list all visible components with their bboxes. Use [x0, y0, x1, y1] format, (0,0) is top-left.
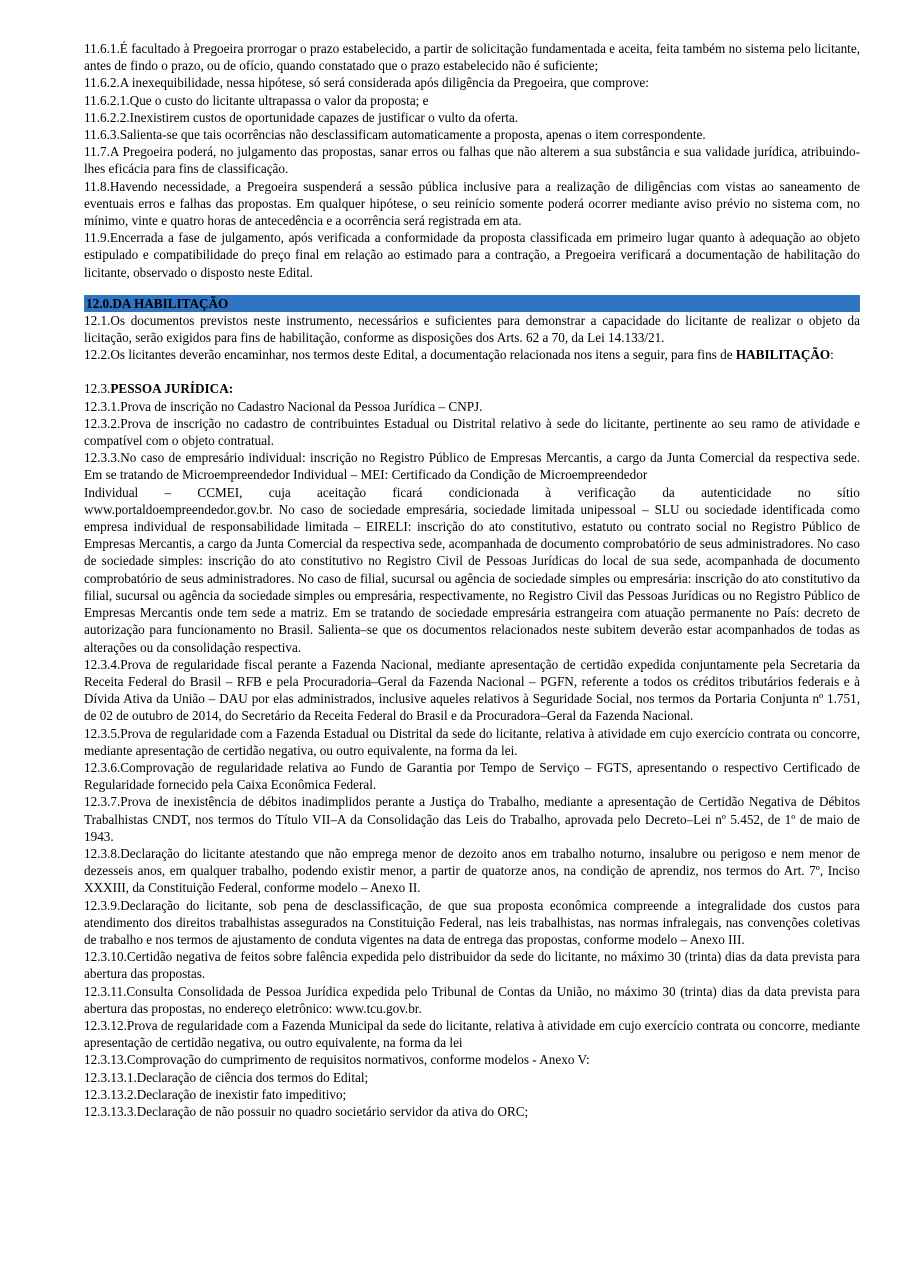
- paragraph-11-6-2-1: 11.6.2.1.Que o custo do licitante ultrapassa o valor da proposta; e: [84, 92, 429, 108]
- sitio-word: verificação: [577, 484, 637, 500]
- paragraph-12-3-number: 12.3.: [84, 381, 111, 397]
- sitio-word: sítio: [837, 484, 860, 500]
- paragraph-11-6-1: 11.6.1.É facultado à Pregoeira prorrogar o prazo estabelecido, a partir de solicitação fundamentada e aceita, feita também no sistema pelo licitante, antes de findo o prazo, ou de ofício, quando constatado que o prazo estabelecido não é suficiente;: [84, 41, 860, 74]
- sitio-word: ficará: [392, 484, 423, 500]
- sitio-word: no: [797, 484, 811, 500]
- paragraph-12-3-13: 12.3.13.Comprovação do cumprimento de requisitos normativos, conforme modelos - Anexo V:: [84, 1052, 590, 1068]
- paragraph-12-2-bold: HABILITAÇÃO: [735, 347, 831, 363]
- paragraph-12-3-2: 12.3.2.Prova de inscrição no cadastro de contribuintes Estadual ou Distrital relativo à sede do licitante, pertinente ao seu ramo de atividade e compatível com o objeto contratual.: [84, 415, 860, 449]
- paragraph-12-2-tail: :: [830, 347, 834, 363]
- document-page: [84, 40, 860, 1120]
- section-heading-habilitacao: 12.0.DA HABILITAÇÃO: [84, 295, 860, 312]
- paragraph-11-6-2-2: 11.6.2.2.Inexistirem custos de oportunidade capazes de justificar o vulto da oferta.: [84, 109, 519, 125]
- sitio-word: aceitação: [317, 484, 367, 500]
- sitio-word: cuja: [268, 484, 291, 500]
- paragraph-12-3-13-3: 12.3.13.3.Declaração de não possuir no quadro societário servidor da ativa do ORC;: [84, 1103, 529, 1119]
- paragraph-12-3-7: 12.3.7.Prova de inexistência de débitos inadimplidos perante a Justiça do Trabalho, mediante a apresentação de Certidão Negativa de Débitos Trabalhistas CNDT, nos termos do Título VII–A da Consolidação das Leis do Trabalho, aprovada pelo Decreto–Lei nº 5.452, de 1º de maio de 1943.: [84, 794, 860, 844]
- paragraph-12-1: 12.1.Os documentos previstos neste instrumento, necessários e suficientes para demonstrar a capacidade do licitante de realizar o objeto da licitação, serão exigidos para fins de habilitação, conforme as disposições dos Arts. 62 a 70, da Lei 14.133/21.: [84, 312, 860, 346]
- paragraph-11-7: 11.7.A Pregoeira poderá, no julgamento das propostas, sanar erros ou falhas que não alterem a sua substância e sua validade jurídica, atribuindo-lhes eficácia para fins de classificação.: [84, 144, 860, 177]
- paragraph-12-3-9: 12.3.9.Declaração do licitante, sob pena de desclassificação, de que sua proposta econômica compreende a integralidade dos custos para atendimento dos direitos trabalhistas assegurados na Constituição Federal, nas leis trabalhistas, nas normas infralegais, nas convenções coletivas de trabalho e nos termos de ajustamento de conduta vigentes na data de entrega das propostas, conforme modelo – Anexo III.: [84, 897, 860, 947]
- paragraph-11-6-2: 11.6.2.A inexequibilidade, nessa hipótese, só será considerada após diligência da Pregoeira, que comprove:: [84, 75, 649, 91]
- paragraph-12-3-1: 12.3.1.Prova de inscrição no Cadastro Nacional da Pessoa Jurídica – CNPJ.: [84, 398, 483, 414]
- paragraph-12-3: [84, 380, 860, 397]
- paragraph-12-3-3-part1: 12.3.3.No caso de empresário individual: inscrição no Registro Público de Empresas Mercantis, a cargo da Junta Comercial da respectiva sede. Em se tratando de Microempreendedor Individual – MEI: Certificado da Condição de Microempreendedor: [84, 450, 860, 483]
- sitio-word: à: [545, 484, 552, 500]
- sitio-word: da: [662, 484, 675, 500]
- paragraph-12-3-11: 12.3.11.Consulta Consolidada de Pessoa Jurídica expedida pelo Tribunal de Contas da União, no máximo 30 (trinta) dias da data prevista para abertura das propostas, no endereço eletrônico: www.tcu.gov.br.: [84, 983, 860, 1016]
- paragraph-12-3-3: [84, 449, 860, 655]
- paragraph-12-3-title: PESSOA JURÍDICA:: [110, 381, 234, 397]
- sitio-word: autenticidade: [701, 484, 772, 500]
- paragraph-12-3-4: 12.3.4.Prova de regularidade fiscal perante a Fazenda Nacional, mediante apresentação de certidão expedida conjuntamente pela Secretaria da Receita Federal do Brasil – RFB e pela Procuradoria–Geral da Fazenda Nacional – PGFN, referente a todos os créditos tributários federais e à Dívida Ativa da União – DAU por elas administrados, inclusive aqueles relativos à Seguridade Social, nos termos da Portaria Conjunta nº 1.751, de 02 de outubro de 2014, do Secretário da Receita Federal do Brasil e da Procuradora–Geral da Fazenda Nacional.: [84, 656, 860, 724]
- sitio-word: CCMEI,: [197, 484, 243, 500]
- paragraph-12-3-10: 12.3.10.Certidão negativa de feitos sobre falência expedida pelo distribuidor da sede do licitante, no máximo 30 (trinta) dias da data prevista para abertura das propostas.: [84, 949, 860, 982]
- paragraph-11-8: 11.8.Havendo necessidade, a Pregoeira suspenderá a sessão pública inclusive para a realização de diligências com vistas ao saneamento de eventuais erros e falhas das propostas. Em qualquer hipótese, o seu reinício somente poderá ocorrer mediante aviso prévio no sistema com, no mínimo, vinte e quatro horas de antecedência e a ocorrência será registrada em ata.: [84, 178, 860, 229]
- sitio-word: –: [164, 484, 172, 500]
- paragraph-12-3-13-1: 12.3.13.1.Declaração de ciência dos termos do Edital;: [84, 1069, 369, 1085]
- sitio-word: condicionada: [448, 484, 519, 500]
- paragraph-12-3-3-part2: www.portaldoempreendedor.gov.br. No caso de sociedade empresária, sociedade limitada unipessoal – SLU ou sociedade identificada como empresa individual de responsabilidade limitada – EIRELI: inscrição do ato constitutivo, estatuto ou contrato social no Registro Público de Empresas Mercantis, a cargo da Junta Comercial da respectiva sede, acompanhada de documento comprobatório de seus administradores. No caso de sociedade simples: inscrição do ato constitutivo no Registro Civil de Pessoas Jurídicas do local de sua sede, acompanhada de documento comprobatório de seus administradores. No caso de filial, sucursal ou agência de sociedade simples ou empresária: inscrição do ato constitutivo da filial, sucursal ou agência da sociedade simples ou empresária, respectivamente, no Registro Civil das Pessoas Jurídicas ou no Registro Público de Empresas Mercantis onde tem sede a matriz. Em se tratando de sociedade empresária estrangeira com atuação permanente no País: decreto de autorização para funcionamento no Brasil. Salienta–se que os documentos relacionados neste subitem deverão estar acompanhados de todas as alterações ou da consolidação respectiva.: [84, 501, 860, 655]
- sitio-word: Individual: [84, 484, 139, 500]
- paragraph-12-3-6: 12.3.6.Comprovação de regularidade relativa ao Fundo de Garantia por Tempo de Serviço – FGTS, apresentando o respectivo Certificado de Regularidade fornecido pela Caixa Econômica Federal.: [84, 759, 860, 793]
- paragraph-11-6-3: 11.6.3.Salienta-se que tais ocorrências não desclassificam automaticamente a proposta, apenas o item correspondente.: [84, 127, 706, 143]
- paragraph-12-3-13-2: 12.3.13.2.Declaração de inexistir fato impeditivo;: [84, 1086, 347, 1102]
- paragraph-11-9: 11.9.Encerrada a fase de julgamento, após verificada a conformidade da proposta classificada em primeiro lugar quanto à adequação ao objeto estipulado e compatibilidade do preço final em relação ao estimado para a contração, a Pregoeira verificará a documentação de habilitação do licitante, observado o disposto neste Edital.: [84, 230, 860, 280]
- paragraph-12-3-8: 12.3.8.Declaração do licitante atestando que não emprega menor de dezoito anos em trabalho noturno, insalubre ou perigoso e nem menor de dezesseis anos, em qualquer trabalho, podendo existir menor, a partir de quatorze anos, na condição de aprendiz, nos termos do Art. 7º, Inciso XXXIII, da Constituição Federal, conforme modelo – Anexo II.: [84, 845, 860, 896]
- paragraph-12-3-5: 12.3.5.Prova de regularidade com a Fazenda Estadual ou Distrital da sede do licitante, relativa à atividade em cujo exercício contrata ou concorre, mediante apresentação de certidão negativa, ou outro equivalente, na forma da lei.: [84, 725, 860, 758]
- paragraph-12-3-3-sitio-line: [84, 484, 860, 501]
- paragraph-12-3-12: 12.3.12.Prova de regularidade com a Fazenda Municipal da sede do licitante, relativa à atividade em cujo exercício contrata ou concorre, mediante apresentação de certidão negativa, ou outro equivalente, na forma da lei: [84, 1017, 860, 1051]
- paragraph-12-2-text: 12.2.Os licitantes deverão encaminhar, nos termos deste Edital, a documentação relacionada nos itens a seguir, para fins de: [84, 347, 736, 363]
- paragraph-12-2: [84, 346, 860, 363]
- spacer: [84, 363, 860, 380]
